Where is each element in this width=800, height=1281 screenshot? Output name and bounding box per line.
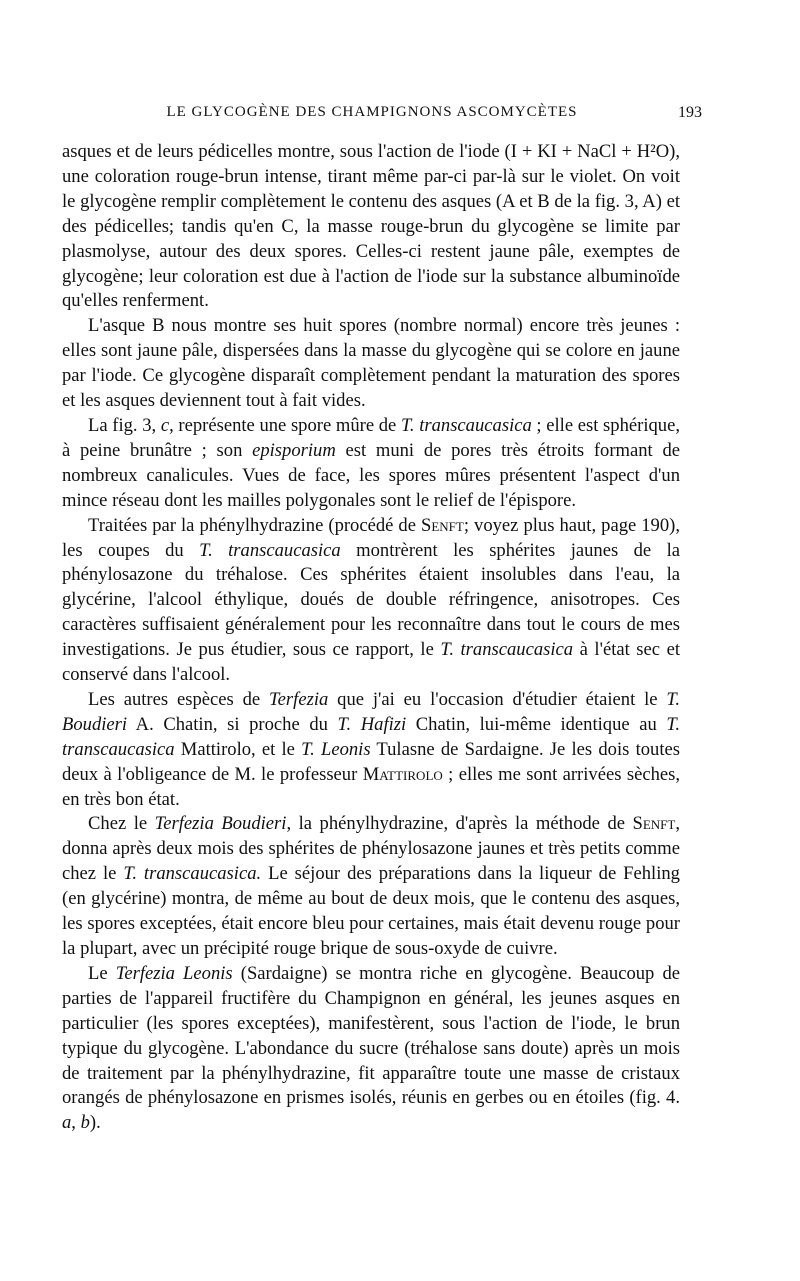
text-run: Mattirolo, et le (174, 738, 302, 760)
italic-term: c (160, 414, 170, 436)
text-run: est muni de pores très étroits formant de nombreux canalicules. Vues de face, les spores mûres présentent l'aspect d'un mince réseau dont les mailles polygonales sont le relief de l'épispore. (62, 439, 681, 511)
text-run: à l'état sec et conservé dans l'alcool. (62, 639, 680, 686)
paragraph (62, 514, 680, 688)
text-run: A. Chatin, si proche du (127, 713, 338, 735)
text-run: L'asque B nous montre ses huit spores (nombre normal) encore très jeunes : elles sont jaune pâle, dispersées dans la masse du glycogène qui se colore en jaune par l'iode. Ce glycogène disparaît complètement pendant la maturation des spores et les asques deviennent tout à fait vides. (62, 315, 680, 412)
italic-term: Terfezia Leonis (115, 962, 233, 984)
author-name: Senft (632, 813, 676, 835)
italic-term: T. transcaucasica. (123, 863, 262, 885)
text-run: , représente une spore mûre de (169, 414, 401, 436)
italic-term: T. Leonis (301, 738, 371, 760)
text-run: Chez le (88, 813, 155, 835)
text-run: asques et de leurs pédicelles montre, sous l'action de l'iode (I + KI + NaCl + H²O), une coloration rouge-brun intense, tirant même par-ci par-là sur le violet. On voit le glycogène remplir complètement le contenu des asques (A et B de la fig. 3, A) et des pédicelles; tandis qu'en C, la masse rouge-brun du glycogène se limite par plasmolyse, autour des deux spores. Celles-ci restent jaune pâle, exemptes de glycogène; leur coloration est due à l'action de l'iode sur la substance albuminoïde qu'elles renferment. (62, 141, 680, 312)
italic-term: a (62, 1112, 72, 1134)
paragraph (62, 314, 680, 414)
text-run: Chatin, lui-même identique au (406, 713, 667, 735)
paragraph (62, 962, 680, 1136)
italic-term: b (80, 1112, 90, 1134)
text-run: Le (88, 962, 116, 984)
italic-term: Terfezia (269, 688, 329, 710)
italic-term: T. transcaucasica (440, 639, 574, 661)
text-run: montrèrent les sphérites jaunes de la phénylosazone du tréhalose. Ces sphérites étaient insolubles dans l'eau, la glycérine, l'alcool éthylique, doués de double réfringence, anisotropes. Ces caractères suffisaient généralement pour les reconnaître dans tout le cours de mes investigations. Je pus étudier, sous ce rapport, le (62, 539, 681, 661)
text-run: La fig. 3, (88, 414, 161, 436)
body-text (62, 140, 680, 1136)
text-run: ; voyez plus haut, page 190), les coupes du (62, 514, 680, 561)
paragraph (62, 812, 680, 961)
author-name: Mattirolo (362, 763, 443, 785)
text-run: Traitées par la phénylhydrazine (procédé de (88, 514, 421, 536)
text-run: , la phénylhydrazine, d'après la méthode de (286, 813, 633, 835)
paragraph (62, 688, 680, 813)
paragraph (62, 140, 680, 314)
text-run: , donna après deux mois des sphérites de phénylosazone jaunes et très petits comme chez le (62, 813, 680, 885)
text-run: Les autres espèces de (88, 688, 270, 710)
text-run: ; elles me sont arrivées sèches, en très bon état. (62, 763, 681, 810)
italic-term: T. Hafizi (337, 713, 407, 735)
running-header (62, 102, 702, 126)
italic-term: T. transcaucasica (62, 713, 680, 760)
page-number: 193 (678, 104, 702, 121)
paragraph (62, 414, 680, 514)
author-name: Senft (421, 514, 464, 536)
running-title: LE GLYCOGÈNE DES CHAMPIGNONS ASCOMYCÈTES (166, 104, 578, 120)
italic-term: T. Boudieri (62, 688, 680, 735)
text-run: Tulasne de Sardaigne. Je les dois toutes deux à l'obligeance de M. le professeur (62, 738, 680, 785)
text-run: que j'ai eu l'occasion d'étudier étaient le (328, 688, 667, 710)
italic-term: T. transcaucasica (400, 414, 532, 436)
text-run: ; elle est sphérique, à peine brunâtre ; son (62, 414, 680, 461)
italic-term: episporium (252, 439, 336, 461)
text-run: ). (89, 1112, 101, 1134)
italic-term: T. transcaucasica (199, 539, 341, 561)
text-run: , (71, 1112, 81, 1134)
text-run: Le séjour des préparations dans la liqueur de Fehling (en glycérine) montra, de même au bout de deux mois, que le contenu des asques, les spores exceptées, était encore bleu pour certaines, mais était devenu rouge pour la plupart, avec un précipité rouge brique de sous-oxyde de cuivre. (62, 863, 680, 959)
text-run: (Sardaigne) se montra riche en glycogène. Beaucoup de parties de l'appareil fructifère du Champignon en général, les jeunes asques en particulier (les spores exceptées), manifestèrent, sous l'action de l'iode, le brun typique du glycogène. L'abondance du sucre (tréhalose sans doute) après un mois de traitement par la phénylhydrazine, fit apparaître toute une masse de cristaux orangés de phénylosazone en prismes isolés, réunis en gerbes ou en étoiles (fig. 4. (62, 962, 680, 1109)
italic-term: Terfezia Boudieri (154, 813, 287, 835)
